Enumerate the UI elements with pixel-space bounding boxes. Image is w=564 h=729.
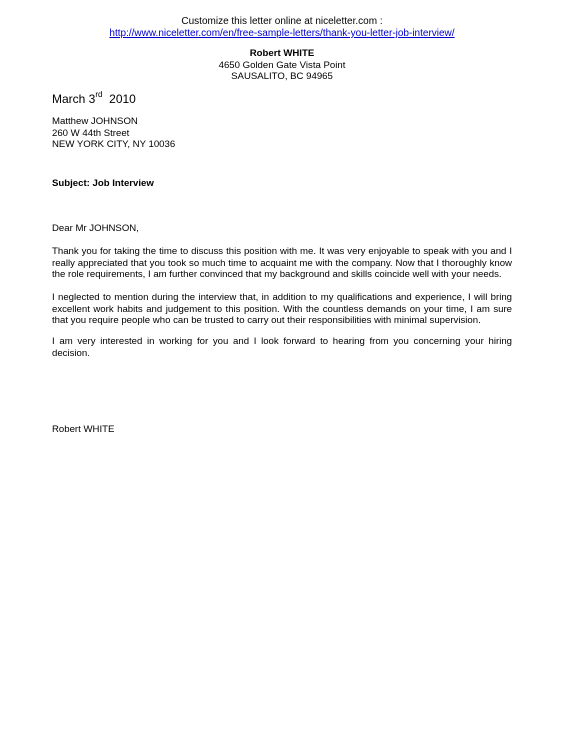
letter-header bbox=[0, 16, 564, 40]
letter-greeting: Dear Mr JOHNSON, bbox=[52, 223, 139, 234]
letter-subject: Subject: Job Interview bbox=[52, 178, 154, 189]
recipient-block bbox=[52, 116, 175, 151]
date-month-day: March 3 bbox=[52, 92, 96, 106]
letter-date bbox=[52, 92, 136, 106]
recipient-street: 260 W 44th Street bbox=[52, 127, 130, 139]
date-suffix: rd bbox=[95, 90, 103, 99]
body-paragraph-1: Thank you for taking the time to discuss this position with me. It was very enjoyable to speak with you and I really appreciated that you took so much time to acquaint me with the company. Now that I thoroughly know the role requirements, I am further convinced that my background and skills coincide well with your needs. bbox=[52, 246, 512, 281]
sender-name: Robert WHITE bbox=[249, 48, 315, 59]
date-year: 2010 bbox=[109, 92, 136, 106]
body-paragraph-2: I neglected to mention during the interview that, in addition to my qualifications and experience, I will bring excellent work habits and judgement to this position. With the countless demands on your time, I am sure that you require people who can be trusted to carry out their responsibilities with minimal supervision. bbox=[52, 292, 512, 327]
recipient-name: Matthew JOHNSON bbox=[52, 116, 138, 127]
sender-address-line2: SAUSALITO, BC 94965 bbox=[231, 71, 333, 82]
template-link[interactable]: http://www.niceletter.com/en/free-sample-letters/thank-you-letter-job-interview/ bbox=[109, 28, 455, 39]
letter-signature: Robert WHITE bbox=[52, 424, 115, 435]
recipient-city: NEW YORK CITY, NY 10036 bbox=[52, 139, 176, 151]
customize-notice: Customize this letter online at niceletter.com : bbox=[181, 16, 383, 27]
sender-block bbox=[0, 48, 564, 83]
body-paragraph-3: I am very interested in working for you and I look forward to hearing from you concerning your hiring decision. bbox=[52, 336, 512, 359]
sender-address-line1: 4650 Golden Gate Vista Point bbox=[218, 59, 346, 71]
